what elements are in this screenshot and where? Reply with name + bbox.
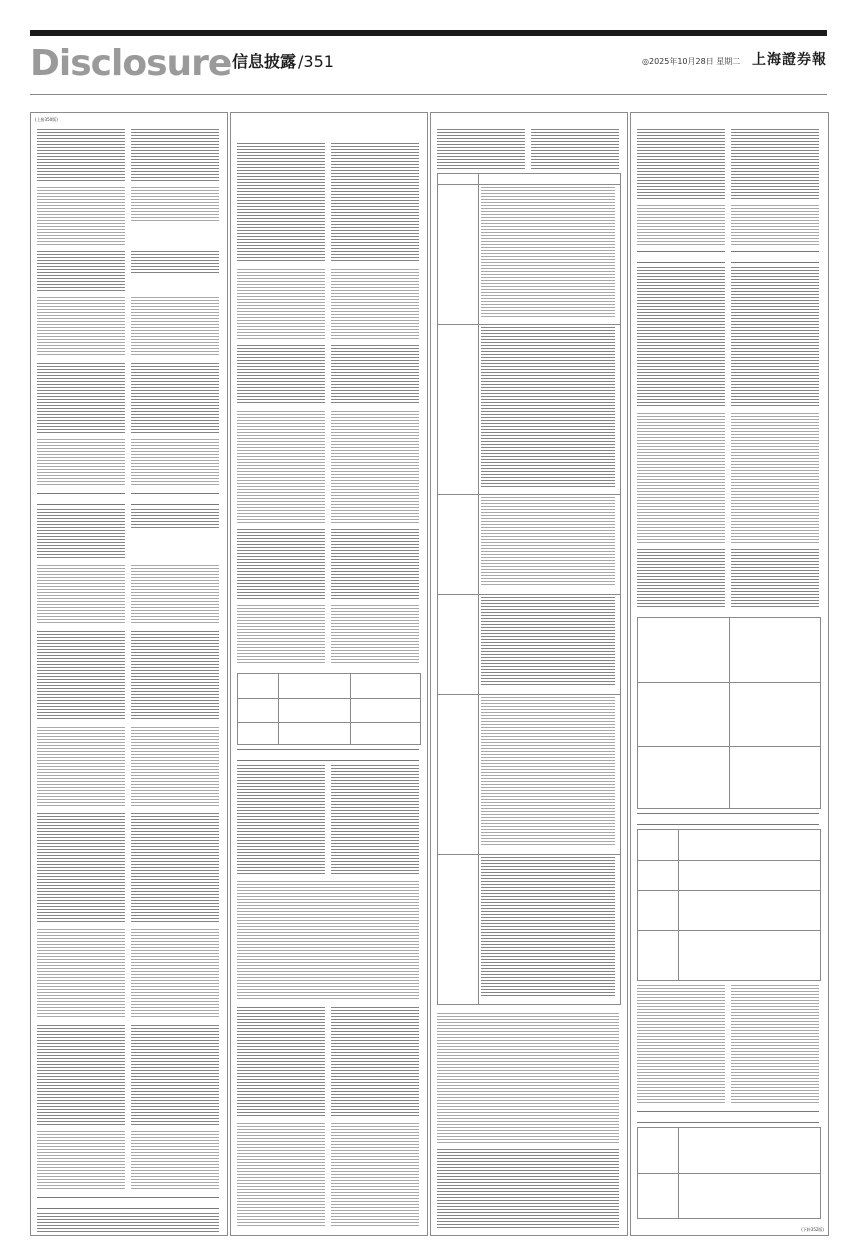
text-block [731, 205, 819, 245]
text-block [731, 549, 819, 609]
text-block [37, 631, 125, 721]
text-block [131, 363, 219, 433]
data-table [237, 673, 421, 745]
text-block [437, 1013, 619, 1143]
text-block [131, 187, 219, 221]
text-block [731, 985, 819, 1105]
column-4 [630, 112, 829, 1236]
text-block [37, 565, 125, 625]
text-block [131, 129, 219, 183]
text-block [131, 1131, 219, 1191]
column-3 [430, 112, 628, 1236]
column-1 [30, 112, 228, 1236]
text-block [37, 1131, 125, 1191]
text-block [331, 765, 419, 875]
text-block [131, 439, 219, 487]
text-block [131, 565, 219, 625]
text-block [331, 1123, 419, 1227]
text-block [237, 345, 325, 405]
text-block [37, 297, 125, 357]
data-table [637, 829, 821, 981]
text-block [481, 187, 615, 317]
text-block [331, 529, 419, 599]
text-block [131, 251, 219, 275]
text-block [637, 129, 725, 199]
continued-from-label: (上接350版) [35, 117, 58, 122]
text-block [131, 727, 219, 807]
text-block [131, 631, 219, 721]
text-block [37, 1025, 125, 1125]
text-block [481, 497, 615, 587]
text-block [637, 549, 725, 609]
text-block [131, 1025, 219, 1125]
text-block [481, 597, 615, 687]
text-block [37, 129, 125, 183]
text-block [331, 411, 419, 523]
section-title [232, 50, 334, 74]
section-heading [637, 813, 819, 825]
text-block [237, 765, 325, 875]
section-heading [131, 493, 219, 505]
text-block [237, 269, 325, 339]
text-block [437, 129, 525, 169]
text-block [331, 143, 419, 263]
data-table [637, 617, 821, 809]
text-block [37, 727, 125, 807]
text-block [131, 297, 219, 357]
section-heading [637, 251, 725, 263]
text-block [37, 439, 125, 487]
masthead-top-rule [30, 30, 827, 36]
text-block [481, 697, 615, 847]
section-heading [731, 251, 819, 263]
text-block [437, 1149, 619, 1229]
section-heading [37, 493, 125, 505]
text-block [37, 813, 125, 923]
column-2 [230, 112, 428, 1236]
text-block [131, 929, 219, 1019]
text-block [237, 143, 325, 263]
section-heading [37, 1197, 219, 1209]
text-block [731, 267, 819, 407]
text-block [131, 509, 219, 529]
text-block [37, 929, 125, 1019]
text-block [131, 813, 219, 923]
text-block [237, 1007, 325, 1117]
continued-to-label: (下转352版) [801, 1227, 824, 1232]
text-block [331, 345, 419, 405]
text-block [637, 205, 725, 245]
text-block [637, 985, 725, 1105]
masthead [30, 40, 827, 84]
text-block [531, 129, 619, 169]
data-table [637, 1127, 821, 1219]
text-block [637, 413, 725, 543]
brand-wordmark: Disclosure [30, 43, 232, 84]
text-block [237, 529, 325, 599]
text-block [637, 267, 725, 407]
text-block [37, 251, 125, 291]
text-block [481, 857, 615, 997]
section-heading [637, 1111, 819, 1123]
text-block [481, 327, 615, 487]
text-block [731, 129, 819, 199]
text-block [331, 605, 419, 665]
page-number: /351 [298, 52, 334, 71]
text-block [731, 413, 819, 543]
text-block [237, 411, 325, 523]
section-title-text: 信息披露 [232, 52, 297, 71]
masthead-bottom-rule [30, 94, 827, 95]
newspaper-name: 上海證券報 [752, 52, 827, 68]
text-block [237, 605, 325, 665]
text-block [237, 881, 419, 1001]
text-block [37, 363, 125, 433]
text-block [331, 269, 419, 339]
text-block [37, 187, 125, 247]
text-block [37, 1213, 219, 1233]
date-line: ◎2025年10月28日 星期二 [642, 57, 741, 66]
text-block [37, 509, 125, 559]
section-heading [237, 749, 419, 761]
text-block [237, 1123, 325, 1227]
text-block [331, 1007, 419, 1117]
